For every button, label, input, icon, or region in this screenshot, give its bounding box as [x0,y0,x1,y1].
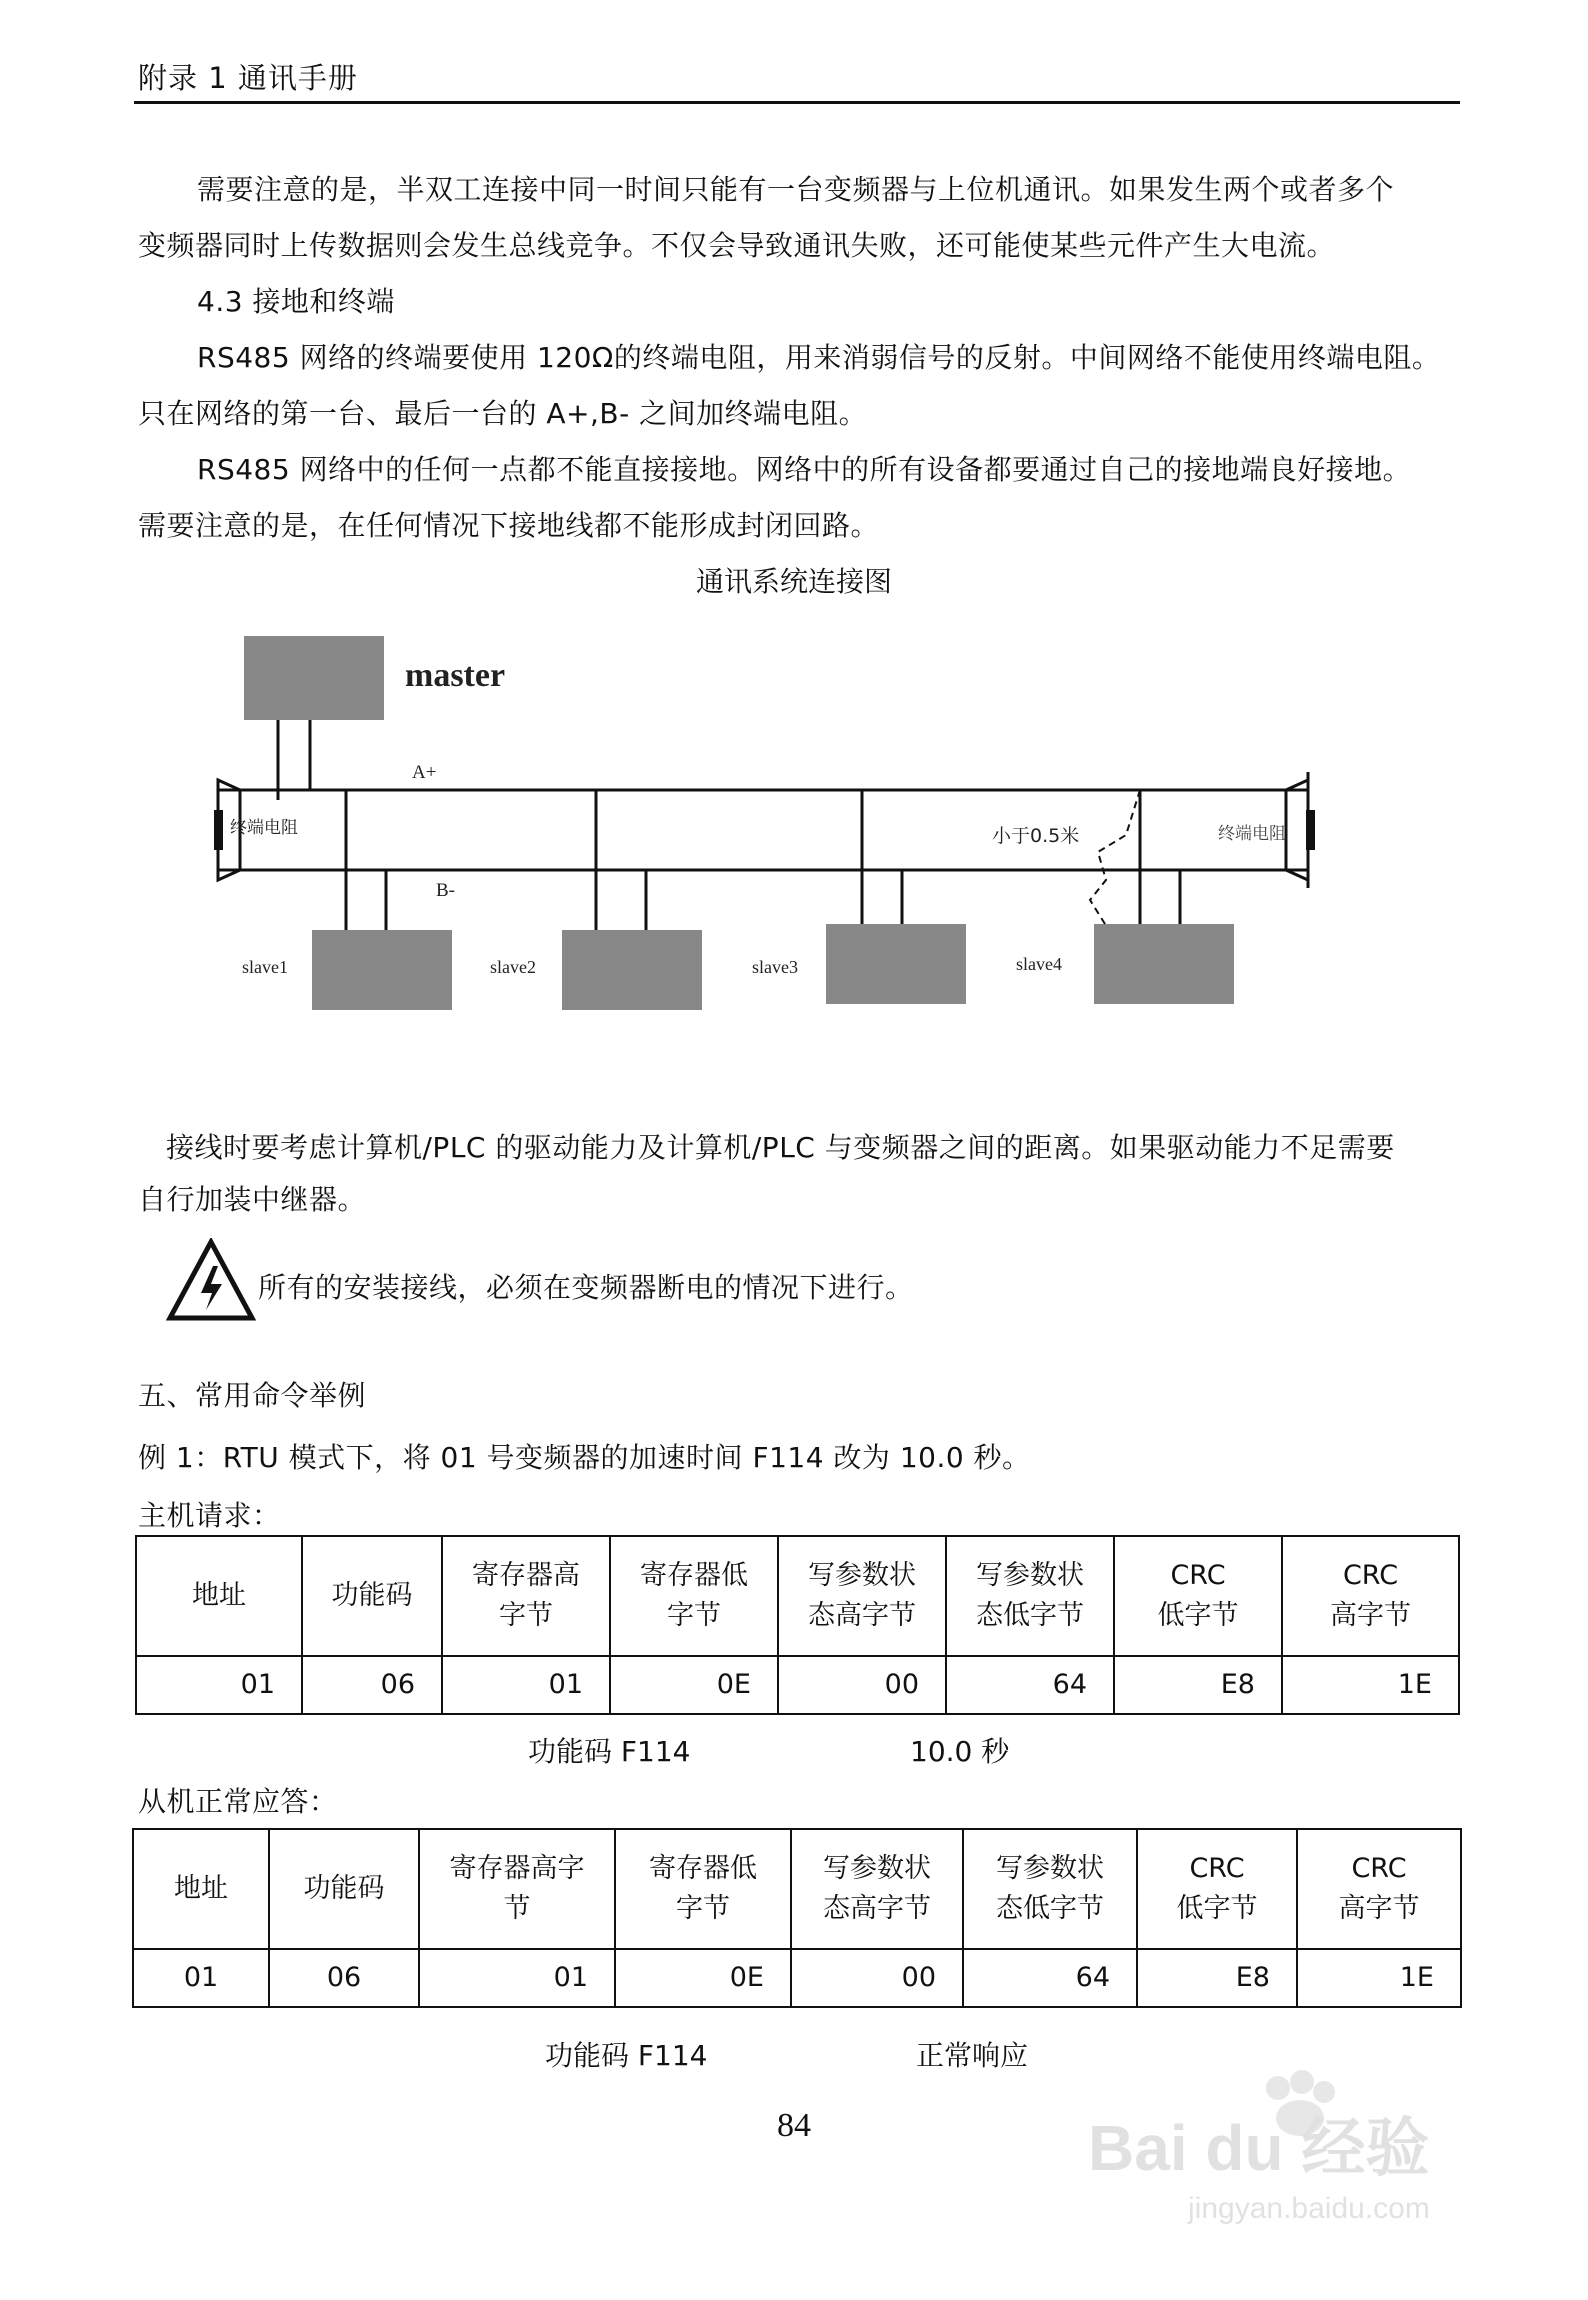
header-cell: CRC 低字节 [1137,1829,1297,1949]
example-1-title: 例 1：RTU 模式下，将 01 号变频器的加速时间 F114 改为 10.0 秒。 [138,1441,1031,1474]
header-cell: 写参数状 态高字节 [778,1536,946,1656]
value-cell: 06 [269,1949,419,2007]
warning-text: 所有的安装接线，必须在变频器断电的情况下进行。 [258,1271,914,1304]
header-cell: CRC 高字节 [1297,1829,1461,1949]
section-5-title: 五、常用命令举例 [138,1379,367,1412]
page-number: 84 [777,2107,811,2144]
response-table [132,1828,1462,2008]
high-voltage-warning-icon [166,1238,256,1322]
paragraph-line: 需要注意的是，半双工连接中同一时间只能有一台变频器与上位机通讯。如果发生两个或者多个 [197,173,1395,206]
slave3-label: slave3 [752,957,798,977]
value-cell: 00 [791,1949,963,2007]
terminator-right-label: 终端电阻 [1218,824,1286,844]
diagram-caption: 通讯系统连接图 [695,565,892,598]
header-cell: 寄存器高字 节 [419,1829,615,1949]
master-box [244,636,384,720]
header-cell: CRC 高字节 [1282,1536,1459,1656]
value-cell: 64 [946,1656,1114,1714]
value-cell: 0E [610,1656,778,1714]
value-cell: 0E [615,1949,791,2007]
paragraph-line: 自行加装中继器。 [138,1183,367,1216]
value-cell: 06 [302,1656,442,1714]
header-cell: 功能码 [269,1829,419,1949]
a-plus-label: A+ [412,762,437,783]
request-table [135,1535,1460,1715]
terminator-left-label: 终端电阻 [230,818,298,838]
request-caption-value: 10.0 秒 [910,1735,1010,1768]
b-minus-label: B- [436,880,455,901]
header-cell: CRC 低字节 [1114,1536,1282,1656]
value-cell: 01 [133,1949,269,2007]
paragraph-line: RS485 网络中的任何一点都不能直接接地。网络中的所有设备都要通过自己的接地端良好接地。 [197,453,1412,486]
value-cell: E8 [1114,1656,1282,1714]
header-rule [134,101,1460,104]
response-caption-status: 正常响应 [916,2039,1029,2072]
right-terminator [1286,780,1308,880]
paragraph-line: 接线时要考虑计算机/PLC 的驱动能力及计算机/PLC 与变频器之间的距离。如果驱动能力不足需要 [166,1131,1395,1164]
header-cell: 写参数状 态高字节 [791,1829,963,1949]
section-heading-4-3: 4.3 接地和终端 [197,285,395,318]
response-caption-function: 功能码 F114 [545,2039,708,2072]
value-cell: 1E [1297,1949,1461,2007]
slave1-label: slave1 [242,957,288,977]
master-label: master [405,657,506,694]
header-cell: 地址 [136,1536,302,1656]
value-cell: 01 [442,1656,610,1714]
paragraph-line: 需要注意的是，在任何情况下接地线都不能形成封闭回路。 [138,509,880,542]
header-cell: 写参数状 态低字节 [946,1536,1114,1656]
paragraph-line: 变频器同时上传数据则会发生总线竞争。不仅会导致通讯失败，还可能使某些元件产生大电流。 [138,229,1336,262]
baidu-watermark-logo [1068,2060,1488,2230]
watermark-url: jingyan.baidu.com [1188,2192,1430,2225]
distance-label: 小于0.5米 [992,825,1080,847]
value-cell: 01 [419,1949,615,2007]
value-cell: E8 [1137,1949,1297,2007]
connection-diagram [200,630,1360,1030]
header-cell: 写参数状 态低字节 [963,1829,1137,1949]
header-cell: 寄存器高 字节 [442,1536,610,1656]
slave2-label: slave2 [490,957,536,977]
request-label: 主机请求： [138,1499,281,1532]
slave4-label: slave4 [1016,954,1062,974]
header-cell: 寄存器低 字节 [610,1536,778,1656]
header-title: 附录 1 通讯手册 [138,61,358,95]
slave4-box [1094,924,1234,1004]
value-cell: 01 [136,1656,302,1714]
slave1-box [312,930,452,1010]
header-cell: 寄存器低 字节 [615,1829,791,1949]
paragraph-line: RS485 网络的终端要使用 120Ω的终端电阻，用来消弱信号的反射。中间网络不能使用终端电阻。 [197,341,1441,374]
header-cell: 功能码 [302,1536,442,1656]
value-cell: 00 [778,1656,946,1714]
paragraph-line: 只在网络的第一台、最后一台的 A+,B- 之间加终端电阻。 [138,397,868,430]
slave2-box [562,930,702,1010]
value-cell: 64 [963,1949,1137,2007]
value-cell: 1E [1282,1656,1459,1714]
request-caption-function: 功能码 F114 [528,1735,691,1768]
response-label: 从机正常应答： [138,1785,338,1818]
watermark-brand: Bai du 经验 [1088,2112,1430,2184]
slave3-box [826,924,966,1004]
header-cell: 地址 [133,1829,269,1949]
